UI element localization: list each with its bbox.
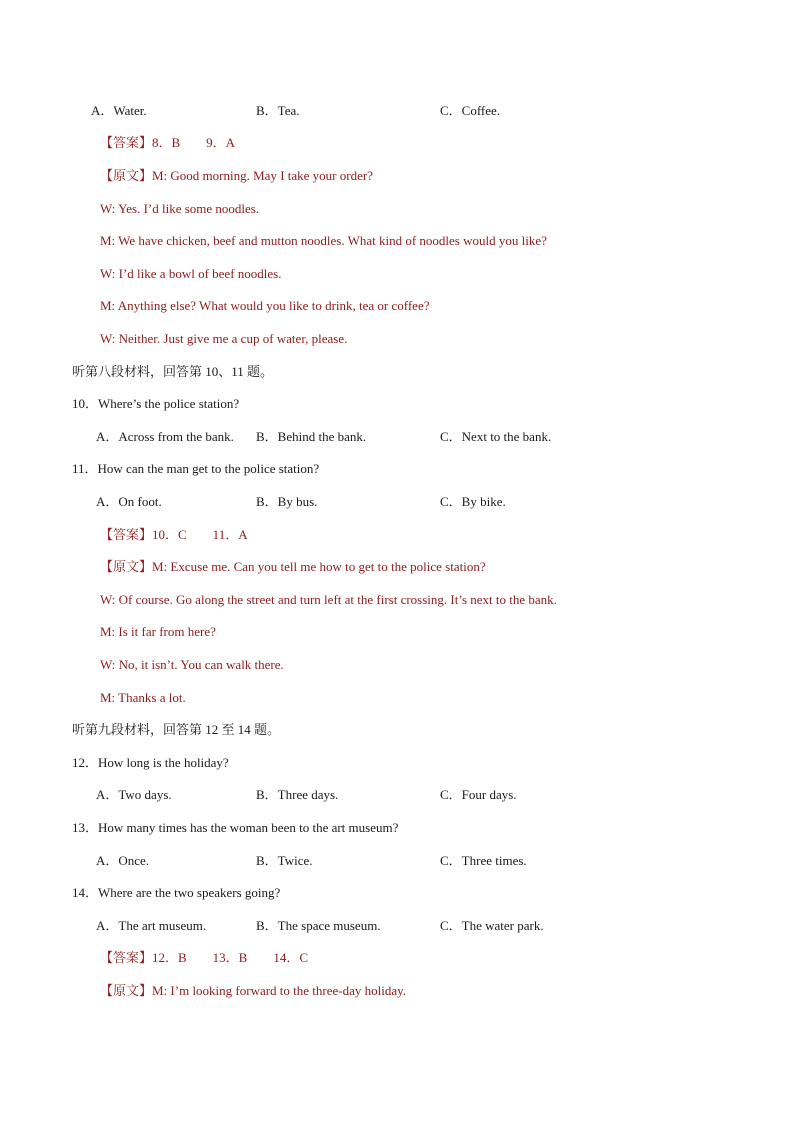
transcript-line: 【原文】M: I’m looking forward to the three-day holiday.	[100, 983, 407, 998]
answer-10-11: 【答案】10．C 11．A	[100, 527, 248, 542]
option-c: C．Three times.	[440, 853, 527, 868]
transcript-line: W: I’d like a bowl of beef noodles.	[100, 266, 282, 281]
section-heading: 听第九段材料，回答第 12 至 14 题。	[72, 722, 281, 737]
section-heading: 听第八段材料，回答第 10、11 题。	[72, 364, 274, 379]
transcript-line: M: Is it far from here?	[100, 624, 216, 639]
transcript-line: M: We have chicken, beef and mutton noodles. What kind of noodles would you like?	[100, 233, 547, 248]
option-a: A．On foot.	[96, 494, 162, 509]
option-c: C．By bike.	[440, 494, 506, 509]
transcript-line: M: Anything else? What would you like to drink, tea or coffee?	[100, 298, 430, 313]
transcript-line: W: Neither. Just give me a cup of water, please.	[100, 331, 348, 346]
answer-12-14: 【答案】12．B 13．B 14．C	[100, 950, 309, 965]
option-b: B．Behind the bank.	[256, 429, 367, 444]
question-11: 11．How can the man get to the police station?	[72, 461, 320, 476]
option-b: B．Tea.	[256, 103, 300, 118]
option-c: C．Next to the bank.	[440, 429, 552, 444]
question-14: 14．Where are the two speakers going?	[72, 885, 281, 900]
option-b: B．Three days.	[256, 787, 339, 802]
transcript-line: M: Thanks a lot.	[100, 690, 186, 705]
option-a: A．Water.	[91, 103, 147, 118]
question-10: 10．Where’s the police station?	[72, 396, 240, 411]
option-b: B．The space museum.	[256, 918, 381, 933]
option-a: A．Across from the bank.	[96, 429, 234, 444]
option-b: B．Twice.	[256, 853, 313, 868]
option-c: C．The water park.	[440, 918, 544, 933]
option-c: C．Coffee.	[440, 103, 501, 118]
option-a: A．The art museum.	[96, 918, 207, 933]
transcript-line: W: Of course. Go along the street and turn left at the first crossing. It’s next to the bank.	[100, 592, 557, 607]
transcript-line: W: Yes. I’d like some noodles.	[100, 201, 260, 216]
transcript-line: 【原文】M: Good morning. May I take your order?	[100, 168, 373, 183]
option-a: A．Two days.	[96, 787, 172, 802]
answer-8-9: 【答案】8．B 9．A	[100, 135, 236, 150]
option-c: C．Four days.	[440, 787, 517, 802]
transcript-line: W: No, it isn’t. You can walk there.	[100, 657, 284, 672]
option-b: B．By bus.	[256, 494, 318, 509]
question-12: 12．How long is the holiday?	[72, 755, 229, 770]
option-a: A．Once.	[96, 853, 150, 868]
question-13: 13．How many times has the woman been to the art museum?	[72, 820, 399, 835]
transcript-line: 【原文】M: Excuse me. Can you tell me how to get to the police station?	[100, 559, 486, 574]
